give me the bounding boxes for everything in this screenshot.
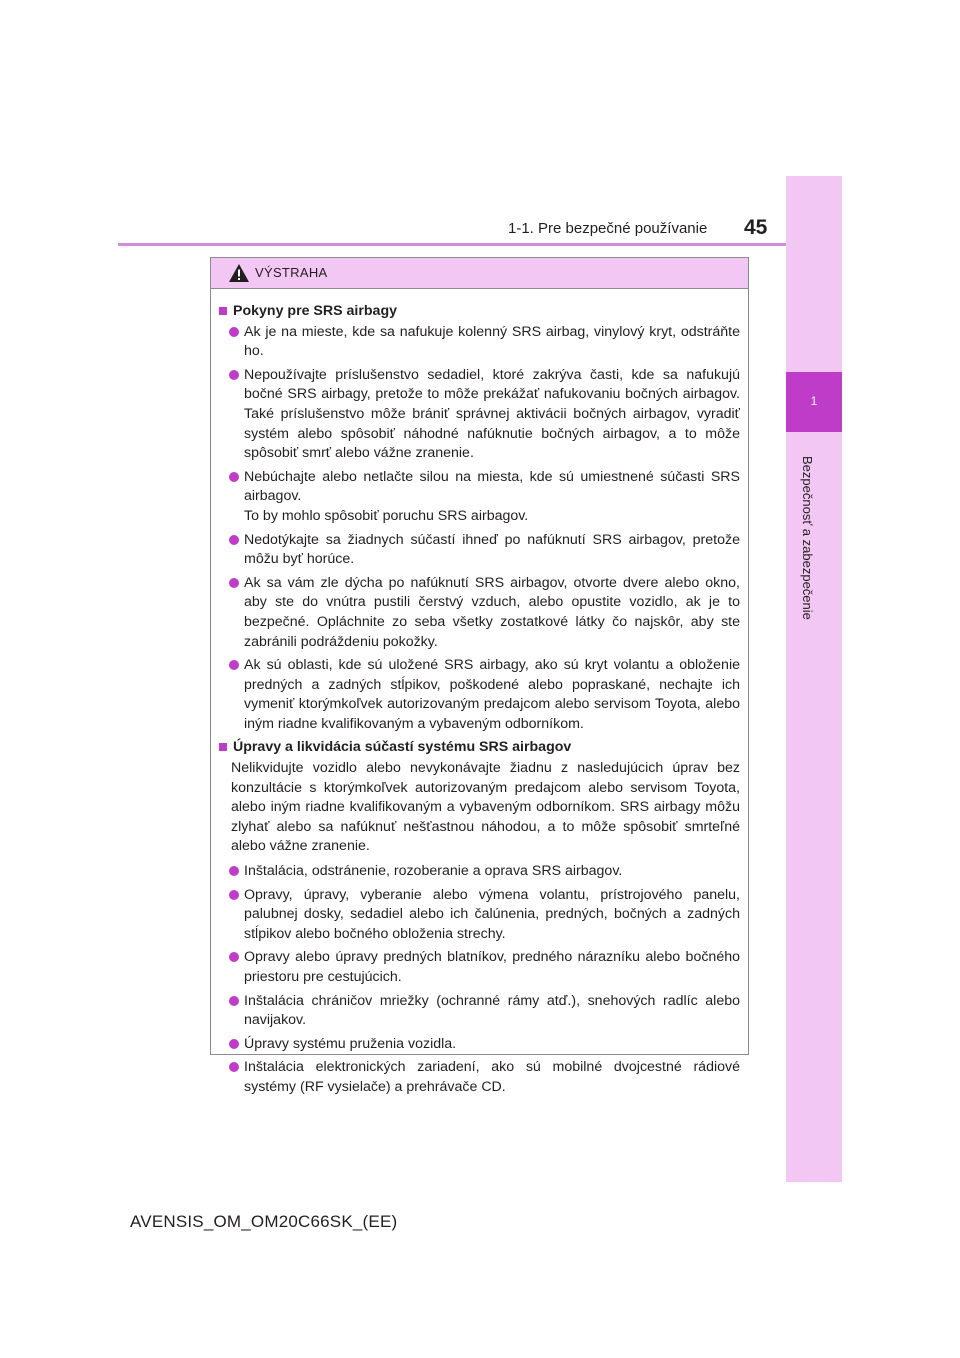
section-title: 1-1. Pre bezpečné používanie bbox=[508, 220, 708, 237]
square-bullet-icon bbox=[219, 307, 227, 315]
chapter-number: 1 bbox=[810, 394, 818, 408]
list-item: Opravy alebo úpravy predných blatníkov, predného nárazníku alebo bočného priestoru pre cestujúcich. bbox=[219, 948, 740, 987]
chapter-title: Bezpečnosť a zabezpečenie bbox=[800, 456, 815, 620]
warning-body bbox=[211, 289, 748, 1098]
list-item: Inštalácia chráničov mriežky (ochranné rámy atď.), snehových radlíc alebo navijakov. bbox=[219, 992, 740, 1031]
warning-header bbox=[211, 258, 748, 289]
warning-title: VÝSTRAHA bbox=[255, 265, 328, 280]
list-item: Ak je na mieste, kde sa nafukuje kolenný SRS airbag, vinylový kryt, odstráňte ho. bbox=[219, 323, 740, 362]
list-item: Inštalácia elektronických zariadení, ako sú mobilné dvojcestné rádiové systémy (RF vysielače) a prehrávače CD. bbox=[219, 1058, 740, 1097]
chapter-number-block bbox=[786, 372, 842, 432]
square-bullet-icon bbox=[219, 743, 227, 751]
section-intro: Nelikvidujte vozidlo alebo nevykonávajte žiadnu z nasledujúcich úprav bez konzultácie s ktorýmkoľvek autorizovaným predajcom alebo servisom Toyota, alebo iným riadne kvalifikovaným a vybaveným odborníkom. SRS airbagy môžu zlyhať alebo sa nafúknuť nešťastnou náhodou, a to môže spôsobiť smrteľné alebo vážne zranenie. bbox=[231, 760, 740, 855]
list-item: Nebúchajte alebo netlačte silou na miesta, kde sú umiestnené súčasti SRS airbagov. To by mohlo spôsobiť poruchu SRS airbagov. bbox=[219, 468, 740, 527]
chapter-side-tab bbox=[786, 176, 842, 1182]
warning-triangle-icon bbox=[228, 263, 250, 283]
header-rule bbox=[118, 243, 786, 246]
section-heading-srs-instructions: Pokyny pre SRS airbagy bbox=[219, 302, 740, 322]
section-heading-srs-modifications: Úpravy a likvidácia súčastí systému SRS airbagov bbox=[219, 738, 740, 758]
list-item: Úpravy systému pruženia vozidla. bbox=[219, 1035, 740, 1055]
list-item: Ak sa vám zle dýcha po nafúknutí SRS airbagov, otvorte dvere alebo okno, aby ste do vnútra pustili čerstvý vzduch, alebo opustite vozidlo, ak je to bezpečné. Opláchnite zo seba všetky zostatkové látky čo najskôr, aby ste zabránili podráždeniu pokožky. bbox=[219, 574, 740, 652]
manual-code: AVENSIS_OM_OM20C66SK_(EE) bbox=[130, 1212, 398, 1231]
list-item: Inštalácia, odstránenie, rozoberanie a oprava SRS airbagov. bbox=[219, 862, 740, 882]
list-item: Nepoužívajte príslušenstvo sedadiel, ktoré zakrýva časti, kde sa nafukujú bočné SRS airbagy, pretože to môže prekážať nafukovaniu bočných airbagov. Také príslušenstvo môže brániť správnej aktivácii bočných airbagov, vyradiť systém alebo spôsobiť náhodné nafúknutie bočných airbagov, a to môže spôsobiť smrť alebo vážne zranenie. bbox=[219, 366, 740, 464]
warning-box bbox=[210, 257, 749, 1095]
list-item: Nedotýkajte sa žiadnych súčastí ihneď po nafúknutí SRS airbagov, pretože môžu byť horúce. bbox=[219, 531, 740, 570]
list-item: Ak sú oblasti, kde sú uložené SRS airbagy, ako sú kryt volantu a obloženie predných a zadných stĺpikov, poškodené alebo popraskané, nechajte ich vymeniť ktorýmkoľvek autorizovaným predajcom alebo servisom Toyota, alebo iným riadne kvalifikovaným a vybaveným odborníkom. bbox=[219, 656, 740, 734]
page-number: 45 bbox=[744, 216, 768, 239]
list-item: Opravy, úpravy, vyberanie alebo výmena volantu, prístrojového panelu, palubnej dosky, sedadiel alebo ich čalúnenia, predných, bočných a zadných stĺpikov alebo bočného obloženia strechy. bbox=[219, 886, 740, 945]
